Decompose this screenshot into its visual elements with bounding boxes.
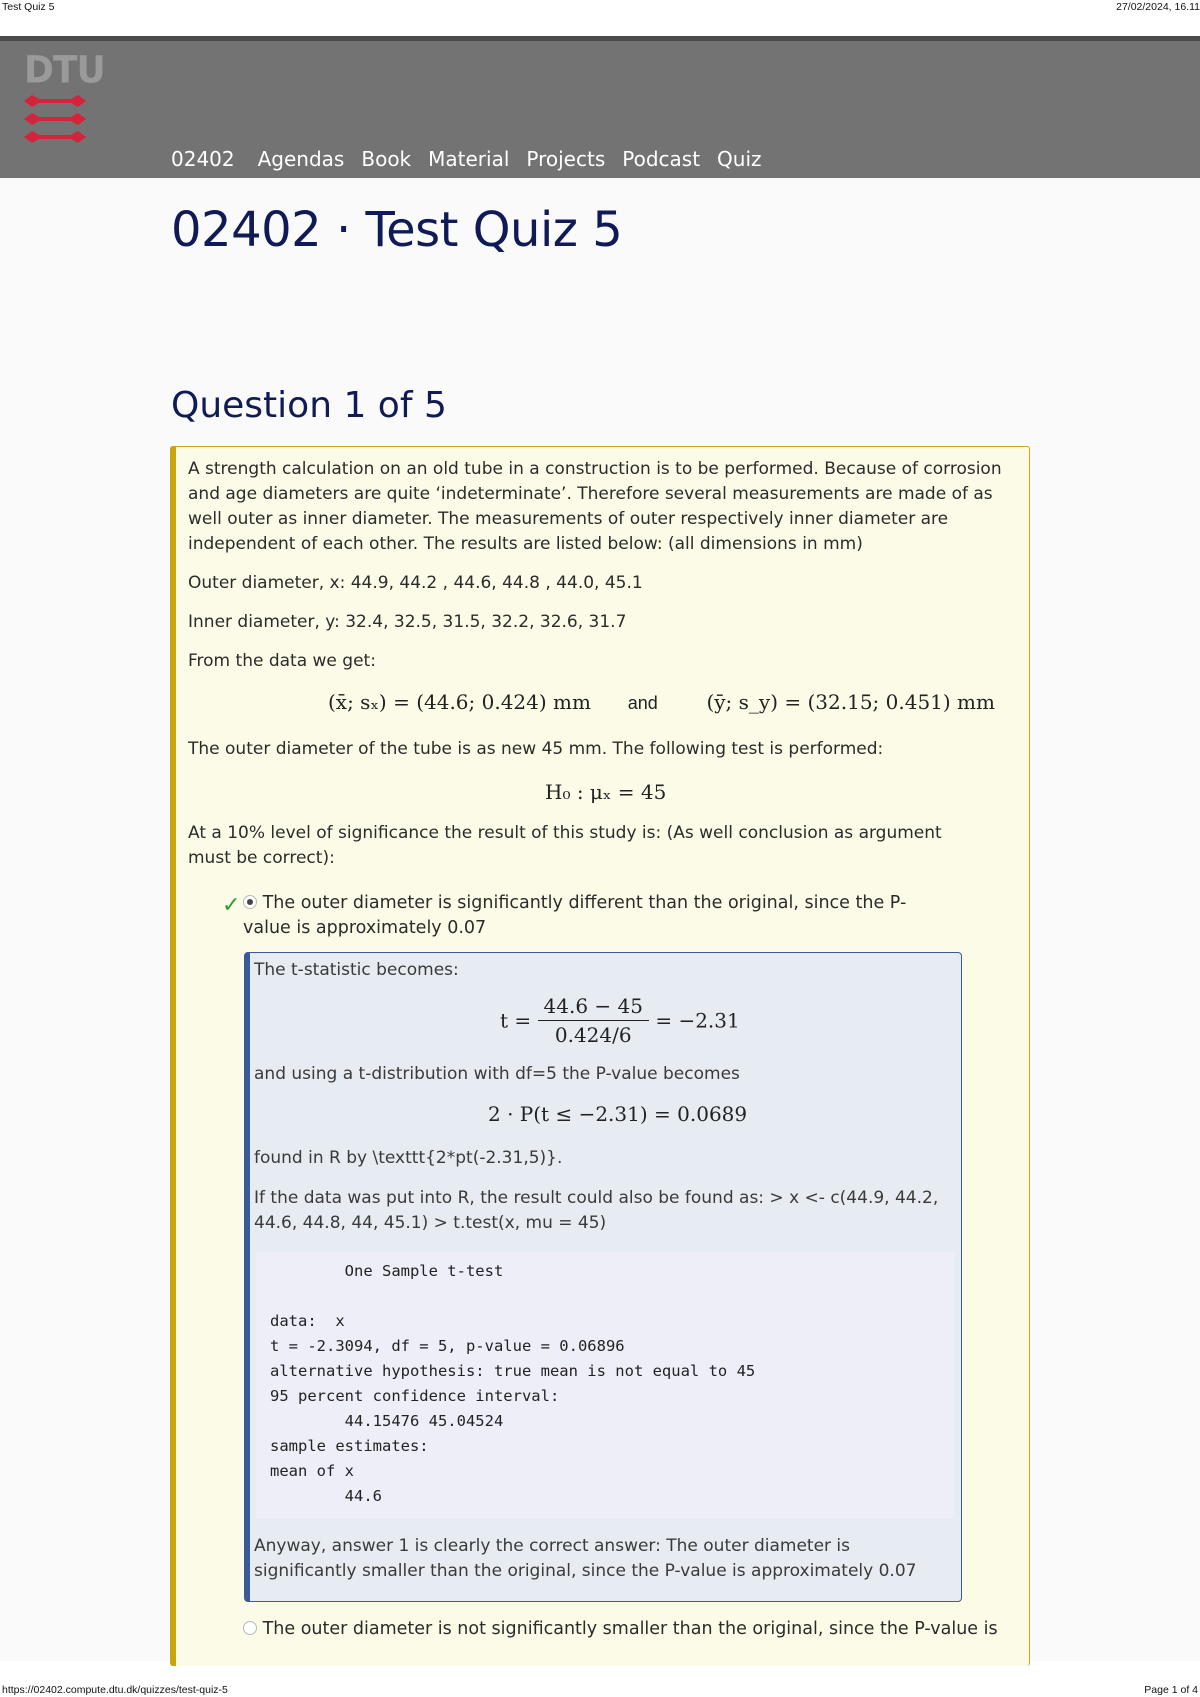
summary-formula-right: (ȳ; s_y) = (32.15; 0.451) mm bbox=[706, 690, 995, 714]
t-stat-rhs: = −2.31 bbox=[655, 1008, 740, 1033]
p-value-formula: 2 · P(t ≤ −2.31) = 0.0689 bbox=[488, 1102, 748, 1126]
t-stat-lhs: t = bbox=[500, 1008, 532, 1033]
logo-text: DTU bbox=[24, 48, 105, 92]
code-line: data: x bbox=[270, 1312, 345, 1330]
print-footer bbox=[0, 1684, 1200, 1697]
question-intro: A strength calculation on an old tube in a construction is to be performed. Because of corrosion and age diameters are quite ‘indeterminate’. Therefore several measurements are made of as well outer as inner diameter. The measurements of outer respectively inner diameter are independent of each other. The results are listed below: (all dimensions in mm) bbox=[188, 459, 1002, 554]
print-doc-title: Test Quiz 5 bbox=[2, 1, 55, 13]
print-datetime: 27/02/2024, 16.11 bbox=[1116, 1, 1200, 13]
new-tube-text: The outer diameter of the tube is as new 45 mm. The following test is performed: bbox=[188, 739, 884, 759]
inner-diameter-data: Inner diameter, y: 32.4, 32.5, 31.5, 32.2, 32.6, 31.7 bbox=[188, 612, 627, 632]
page-title: 02402 · Test Quiz 5 bbox=[171, 202, 623, 258]
print-url[interactable]: https://02402.compute.dtu.dk/quizzes/test-quiz-5 bbox=[2, 1684, 228, 1696]
code-line: 44.15476 45.04524 bbox=[270, 1412, 504, 1430]
explanation-conclusion: Anyway, answer 1 is clearly the correct answer: The outer diameter is significantly smaller than the original, since the P-value is approximately 0.07 bbox=[254, 1536, 917, 1581]
answer-option-1[interactable] bbox=[243, 891, 943, 941]
main-nav bbox=[171, 147, 779, 171]
code-line: t = -2.3094, df = 5, p-value = 0.06896 bbox=[270, 1337, 625, 1355]
question-prompt: At a 10% level of significance the result of this study is: (As well conclusion as argument must be correct): bbox=[188, 823, 942, 868]
from-data-text: From the data we get: bbox=[188, 651, 376, 671]
nav-book[interactable]: Book bbox=[361, 147, 412, 171]
nav-podcast[interactable]: Podcast bbox=[622, 147, 701, 171]
code-line: mean of x bbox=[270, 1462, 354, 1480]
summary-formula-left: (x̄; sₓ) = (44.6; 0.424) mm bbox=[328, 690, 591, 714]
radio-option-2[interactable] bbox=[243, 1621, 257, 1635]
r-output-code-block bbox=[256, 1252, 954, 1518]
hypothesis-formula: H₀ : μₓ = 45 bbox=[545, 780, 667, 804]
nav-material[interactable]: Material bbox=[428, 147, 510, 171]
dtu-logo[interactable] bbox=[24, 48, 105, 153]
code-line: 95 percent confidence interval: bbox=[270, 1387, 560, 1405]
code-line: sample estimates: bbox=[270, 1437, 429, 1455]
radio-option-1[interactable] bbox=[243, 895, 257, 909]
nav-projects[interactable]: Projects bbox=[526, 147, 606, 171]
code-line: alternative hypothesis: true mean is not equal to 45 bbox=[270, 1362, 756, 1380]
t-stat-formula bbox=[500, 992, 740, 1049]
outer-diameter-data: Outer diameter, x: 44.9, 44.2 , 44.6, 44.8 , 44.0, 45.1 bbox=[188, 573, 643, 593]
r-found-text: found in R by \texttt{2*pt(-2.31,5)}. bbox=[254, 1148, 563, 1168]
t-stat-denominator: 0.424/6 bbox=[554, 1023, 632, 1047]
df-text: and using a t-distribution with df=5 the P-value becomes bbox=[254, 1064, 740, 1084]
print-page-number: Page 1 of 4 bbox=[1144, 1684, 1198, 1696]
answer-option-2-text: The outer diameter is not significantly smaller than the original, since the P-value is bbox=[262, 1619, 998, 1639]
dtu-logo-icon bbox=[24, 93, 86, 145]
question-heading: Question 1 of 5 bbox=[171, 385, 447, 426]
summary-formula-and: and bbox=[627, 693, 658, 713]
site-header bbox=[0, 36, 1200, 178]
nav-agendas[interactable]: Agendas bbox=[257, 147, 345, 171]
nav-quiz[interactable]: Quiz bbox=[717, 147, 762, 171]
t-stat-fraction bbox=[538, 992, 649, 1049]
code-line: 44.6 bbox=[270, 1487, 382, 1505]
summary-formula bbox=[328, 690, 995, 714]
nav-course[interactable]: 02402 bbox=[171, 147, 235, 171]
r-intro-text: If the data was put into R, the result could also be found as: > x <- c(44.9, 44.2, 44.6, 44.8, 44, 45.1) > t.test(x, mu = 45) bbox=[254, 1188, 939, 1233]
code-line: One Sample t-test bbox=[270, 1262, 504, 1280]
print-header bbox=[0, 0, 1200, 36]
answer-option-2[interactable] bbox=[243, 1617, 1003, 1642]
t-stat-numerator: 44.6 − 45 bbox=[538, 992, 649, 1021]
answer-option-1-text: The outer diameter is significantly different than the original, since the P-value is approximately 0.07 bbox=[243, 893, 907, 938]
correct-check-icon: ✓ bbox=[222, 893, 241, 918]
t-stat-intro: The t-statistic becomes: bbox=[254, 960, 459, 980]
